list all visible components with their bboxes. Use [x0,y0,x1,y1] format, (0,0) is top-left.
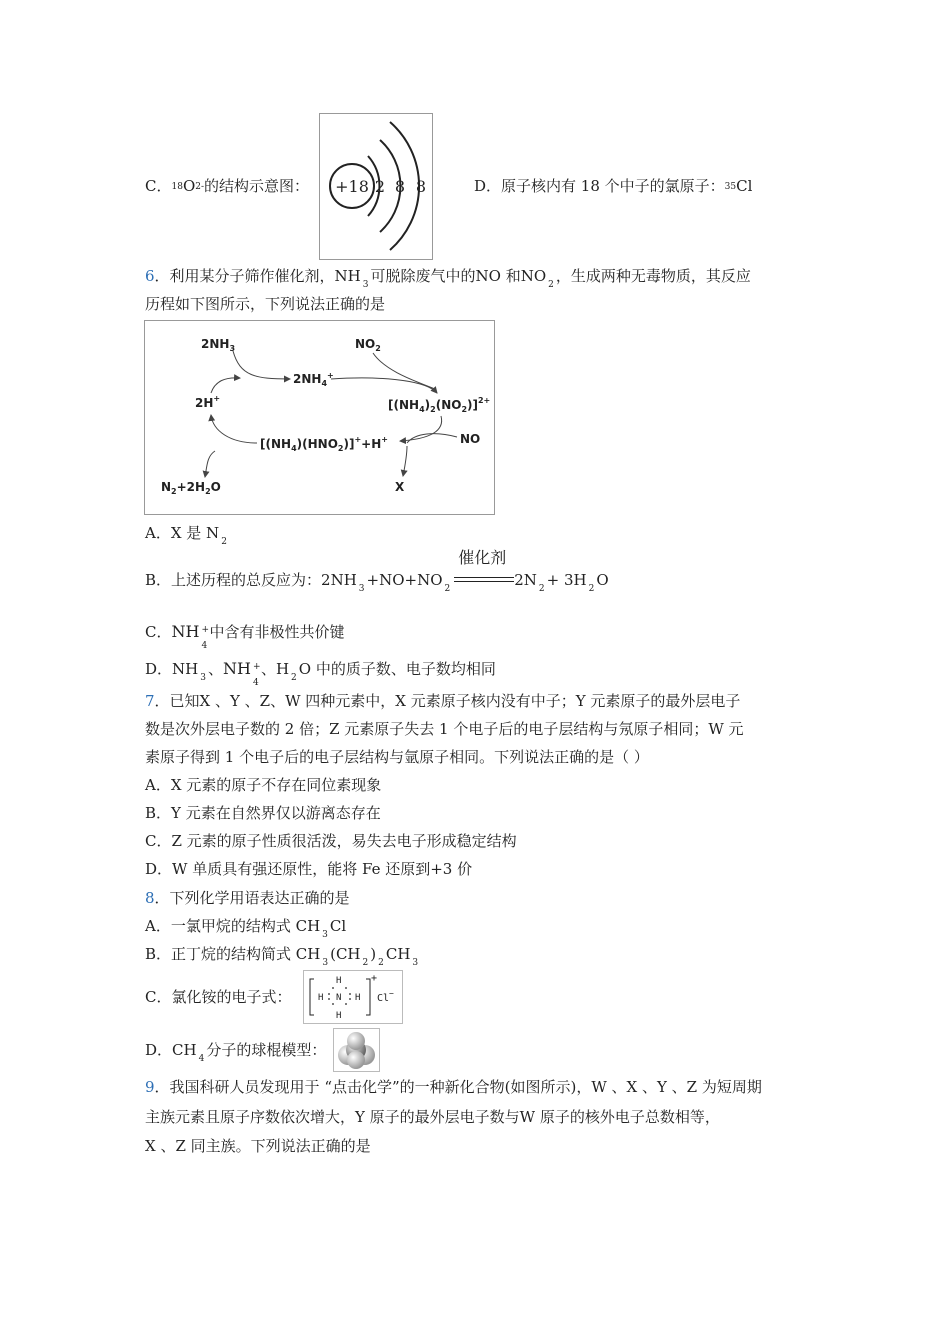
q7-stem-line2: 数是次外层电子数的 2 倍；Z 元素原子失去 1 个电子后的电子层结构与氖原子相同；W 元 [145,720,744,738]
q8-stem-text: ．下列化学用语表达正确的是 [154,889,350,907]
ef-h-right: H [355,993,361,1003]
q5-c-tail: 的结构示意图： [204,177,310,195]
q6-b-sub: 3 [358,584,365,594]
q8-number: 8 [145,889,155,907]
q5-c-elem: O [182,177,196,195]
q5-option-c [145,176,309,199]
q6-b-text4: + 3H [546,571,587,589]
shell-2-count: 8 [394,177,406,196]
q6-a-text: A．X 是 N [145,524,220,542]
shell-1-count: 2 [374,177,386,196]
label-no: NO [460,432,481,446]
q7-stem-line1 [145,691,740,711]
q6-l1-sub2: 2 [548,280,554,290]
q6-a-sub: 2 [221,537,227,547]
q6-b-text3: 2N [514,571,537,589]
q8-b-sub2: 2 [362,958,369,968]
q9-stem-line3: X 、Z 同主族。下列说法正确的是 [145,1137,371,1155]
q9-stem-line2: 主族元素且原子序数依次增大，Y 原子的最外层电子数与W 原子的核外电子总数相等， [145,1108,720,1126]
label-x: X [395,480,405,494]
q7-number: 7 [145,692,155,710]
q6-number: 6 [145,267,155,285]
q6-d-sub: 3 [200,673,206,683]
q6-b-sub4: 2 [588,584,595,594]
q6-c-sub: 4 [201,641,208,651]
q8-b-text2: (CH [330,945,361,963]
q7-option-c: C．Z 元素的原子性质很活泼，易失去电子形成稳定结构 [145,832,517,850]
q8-b-text3: ) [370,945,377,963]
q5-d-elem: Cl [736,177,753,195]
q6-d-text: D．NH [145,660,199,678]
q8-option-d [145,1040,326,1063]
label-2nh4: $2NH_4^+$ [293,371,334,388]
q6-d-text3: O 中的质子数、电子数均相同 [298,660,496,678]
q7-option-b: B．Y 元素在自然界仅以游离态存在 [145,804,381,822]
q6-c-sup: + [201,625,209,635]
ef-plus: + [371,973,378,984]
q6-stem-line2: 历程如下图所示，下列说法正确的是 [145,295,386,313]
q8-b-sub: 3 [322,958,329,968]
q5-option-d [474,176,752,199]
q6-b-sub3: 2 [538,584,545,594]
ammonium-chloride-electron-formula [303,970,403,1024]
q5-d-mass: 35 [724,182,737,192]
q6-d-ion: NH [222,659,251,678]
q6-b-text2: +NO+NO [366,571,443,589]
q6-d-sub2: 4 [252,678,259,688]
q6-c-ion: NH [171,622,200,641]
ch4-model-image [333,1028,380,1072]
shell-3-count: 8 [415,177,427,196]
q6-l1-sub: 3 [362,280,369,290]
ef-h-bottom: H [336,1011,342,1021]
catalyst-equal-sign [454,548,514,590]
q8-b-sub4: 3 [412,958,419,968]
q8-a-sub: 3 [322,930,328,940]
label-2h: 2H+ [195,394,221,410]
ef-n: N [336,993,342,1003]
q6-option-c [145,622,345,651]
q8-stem [145,888,350,908]
q6-d-sup: + [252,662,261,672]
label-n2-h2o: $N_2+2H_2O$ [161,480,221,496]
q5-c-prefix: C． [145,177,172,195]
q6-d-sub3: 2 [291,673,297,683]
q6-b-sub2: 2 [444,584,451,594]
q5-c-charge: 2- [195,182,205,192]
q6-d-sep: 、 [207,660,223,678]
q7-option-d: D．W 单质具有强还原性，能将 Fe 还原到+3 价 [145,860,473,878]
q6-option-b [145,548,609,594]
q5-d-text: D．原子核内有 18 个中子的氯原子： [474,177,725,195]
label-2nh3: $2NH_3$ [201,337,236,353]
label-complex1: $[(NH_4)_2(NO_2)]^{2+}$ [388,396,491,414]
q7-stem-line3: 素原子得到 1 个电子后的电子层结构与氩原子相同。下列说法正确的是（ ） [145,748,649,766]
q8-b-sub3: 2 [378,958,384,968]
q8-b-text4: CH [385,945,411,963]
q7-l1: ．已知X 、Y 、Z、W 四种元素中，X 元素原子核内没有中子；Y 元素原子的最外层电子 [154,692,741,710]
atom-structure-diagram [319,113,433,260]
label-no2: $NO_2$ [355,337,381,353]
ef-h-top: H [336,976,342,986]
q8-a-text: A．一氯甲烷的结构式 CH [145,917,321,935]
q8-b-text: B．正丁烷的结构简式 CH [145,945,321,963]
q6-l1b: 可脱除废气中的NO 和NO [370,267,547,285]
q6-l1c: ，生成两种无毒物质，其反应 [555,267,751,285]
q6-c-tail: 中含有非极性共价键 [209,623,345,641]
q6-option-d [145,659,496,688]
q9-stem-line1 [145,1077,762,1097]
q6-stem-line1 [145,266,751,289]
q6-l1a: ．利用某分子筛作催化剂，NH [154,267,361,285]
q6-d-text2: 、H [260,660,290,678]
nucleus-charge: +18 [335,177,369,196]
reaction-mechanism-diagram [144,320,495,515]
catalyst-label: 催化剂 [458,548,507,567]
q6-b-text5: O [596,571,609,589]
q7-option-a: A．X 元素的原子不存在同位素现象 [145,776,382,794]
q8-option-a [145,916,346,939]
ef-h-left: H [318,993,324,1003]
q8-option-b [145,944,420,967]
q5-c-mass: 18 [171,182,183,192]
q9-number: 9 [145,1078,155,1096]
q8-a-text2: Cl [329,917,347,935]
q6-b-text: B．上述历程的总反应为：2NH [145,571,357,589]
label-complex2: $[(NH_4)(HNO_2)]^++H^+$ [260,435,388,453]
q8-d-text2: 分子的球棍模型： [206,1041,327,1059]
q8-d-sub: 4 [198,1054,205,1064]
q6-option-a [145,523,229,546]
q9-l1: ．我国科研人员发现用于 “点击化学”的一种新化合物(如图所示)，W 、X 、Y 、Z 为短周期 [154,1078,762,1096]
q8-option-c: C．氯化铵的电子式： [145,988,292,1006]
q6-c-text: C． [145,623,172,641]
q8-d-text: D．CH [145,1041,197,1059]
ef-cl: Cl− [377,989,394,1004]
